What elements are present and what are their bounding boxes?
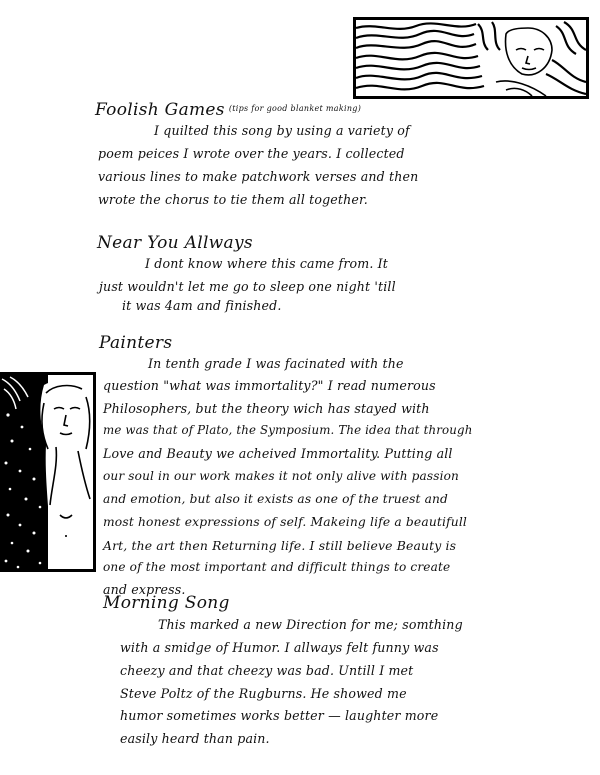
text-line: and express. bbox=[103, 582, 186, 597]
text-line: with a smidge of Humor. I allways felt funny was bbox=[120, 640, 439, 655]
section-title-morning-song: Morning Song bbox=[103, 593, 230, 613]
text-line: easily heard than pain. bbox=[120, 731, 270, 746]
text-line: Love and Beauty we acheived Immortality. Putting all bbox=[103, 446, 453, 461]
text-line: Philosophers, but the theory wich has stayed with bbox=[103, 401, 430, 416]
text-line: Art, the art then Returning life. I still believe Beauty is bbox=[103, 538, 457, 553]
section-note-foolish-games: (tips for good blanket making) bbox=[228, 104, 362, 113]
section-title-near-you-allways: Near You Allways bbox=[97, 233, 253, 253]
text-line: humor sometimes works better — laughter more bbox=[120, 708, 439, 723]
text-line: poem peices I wrote over the years. I collected bbox=[98, 146, 405, 161]
text-line: In tenth grade I was facinated with the bbox=[148, 356, 404, 371]
text-line: question "what was immortality?" I read numerous bbox=[103, 378, 436, 393]
text-line: and emotion, but also it exists as one of the truest and bbox=[103, 492, 448, 506]
section-title-painters: Painters bbox=[99, 333, 173, 353]
text-line: I quilted this song by using a variety of bbox=[154, 123, 410, 138]
woman-portrait-illustration bbox=[0, 372, 96, 572]
sleeping-woman-illustration bbox=[353, 17, 589, 99]
text-line: one of the most important and difficult things to create bbox=[103, 560, 451, 574]
text-line: me was that of Plato, the Symposium. The idea that through bbox=[103, 423, 473, 437]
text-line: our soul in our work makes it not only alive with passion bbox=[103, 469, 459, 483]
text-line: just wouldn't let me go to sleep one night 'till bbox=[99, 279, 396, 294]
text-line: most honest expressions of self. Makeing life a beautifull bbox=[103, 515, 467, 529]
section-title-foolish-games: Foolish Games $^{(tips for good blanket making)}$ bbox=[95, 100, 362, 120]
text-line: various lines to make patchwork verses and then bbox=[98, 169, 419, 184]
text-line: Steve Poltz of the Rugburns. He showed me bbox=[120, 686, 407, 701]
text-line: cheezy and that cheezy was bad. Untill I met bbox=[120, 663, 414, 678]
text-line: it was 4am and finished. bbox=[122, 298, 282, 313]
text-line: This marked a new Direction for me; somthing bbox=[158, 617, 463, 632]
text-line: wrote the chorus to tie them all together. bbox=[98, 192, 368, 207]
text-line: I dont know where this came from. It bbox=[145, 256, 388, 271]
